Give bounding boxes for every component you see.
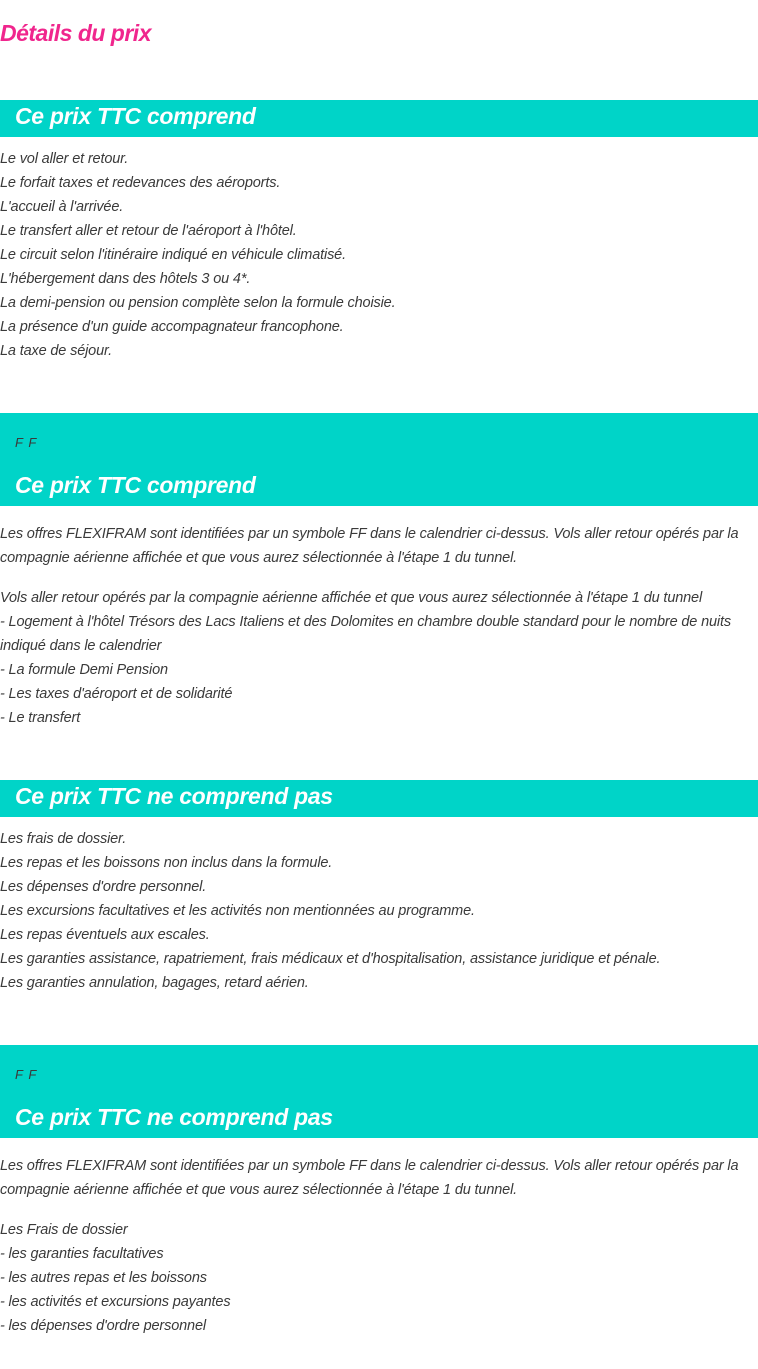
- ff-intro-text: Les offres FLEXIFRAM sont identifiées par un symbole FF dans le calendrier ci-dessus. Vols aller retour opérés par la compagnie aérienne affichée et que vous aurez sélectionnée à l'étape 1 du tunnel.: [0, 526, 739, 566]
- list-item: - Les taxes d'aéroport et de solidarité: [0, 686, 233, 702]
- list-item: Les garanties annulation, bagages, retard aérien.: [0, 975, 309, 991]
- includes-list: [0, 147, 748, 363]
- list-item: - La formule Demi Pension: [0, 662, 168, 678]
- list-item: Le vol aller et retour.: [0, 151, 129, 167]
- list-item: Les repas éventuels aux escales.: [0, 927, 210, 943]
- list-item: - les autres repas et les boissons: [0, 1270, 207, 1286]
- list-item: Les frais de dossier.: [0, 831, 127, 847]
- list-item: Vols aller retour opérés par la compagnie aérienne affichée et que vous aurez sélectionnée à l'étape 1 du tunnel: [0, 590, 703, 606]
- list-item: La demi-pension ou pension complète selon la formule choisie.: [0, 295, 396, 311]
- list-item: - Logement à l'hôtel Trésors des Lacs Italiens et des Dolomites en chambre double standard pour le nombre de nuits indiqué dans le calendrier: [0, 614, 731, 654]
- list-item: Les dépenses d'ordre personnel.: [0, 879, 207, 895]
- list-item: Les Frais de dossier: [0, 1222, 128, 1238]
- list-item: Le circuit selon l'itinéraire indiqué en véhicule climatisé.: [0, 247, 346, 263]
- list-item: Les garanties assistance, rapatriement, frais médicaux et d'hospitalisation, assistance juridique et pénale.: [0, 951, 661, 967]
- list-item: - Le transfert: [0, 710, 81, 726]
- ff-badge: F F: [15, 435, 38, 450]
- list-item: La présence d'un guide accompagnateur francophone.: [0, 319, 344, 335]
- ff-badge: F F: [15, 1067, 38, 1082]
- section-header-ff-includes: [0, 413, 758, 506]
- excludes-list: [0, 827, 748, 995]
- section-header-excludes: [0, 780, 758, 817]
- list-item: - les activités et excursions payantes: [0, 1294, 231, 1310]
- section-title: Ce prix TTC comprend: [15, 103, 256, 129]
- ff-includes-list: [0, 586, 748, 730]
- section-title: Ce prix TTC ne comprend pas: [15, 1104, 333, 1130]
- ff-excludes-list: [0, 1218, 748, 1338]
- list-item: Les repas et les boissons non inclus dans la formule.: [0, 855, 333, 871]
- ff-intro-text: Les offres FLEXIFRAM sont identifiées par un symbole FF dans le calendrier ci-dessus. Vols aller retour opérés par la compagnie aérienne affichée et que vous aurez sélectionnée à l'étape 1 du tunnel.: [0, 1158, 739, 1198]
- section-header-ff-excludes: [0, 1045, 758, 1138]
- section-title: Ce prix TTC comprend: [15, 472, 256, 498]
- list-item: Le forfait taxes et redevances des aéroports.: [0, 175, 281, 191]
- section-header-includes: [0, 100, 758, 137]
- list-item: La taxe de séjour.: [0, 343, 113, 359]
- list-item: - les dépenses d'ordre personnel: [0, 1318, 206, 1334]
- list-item: - les garanties facultatives: [0, 1246, 164, 1262]
- list-item: Les excursions facultatives et les activités non mentionnées au programme.: [0, 903, 475, 919]
- list-item: L'hébergement dans des hôtels 3 ou 4*.: [0, 271, 251, 287]
- list-item: Le transfert aller et retour de l'aéroport à l'hôtel.: [0, 223, 297, 239]
- list-item: L'accueil à l'arrivée.: [0, 199, 124, 215]
- page-title: Détails du prix: [0, 20, 151, 46]
- section-title: Ce prix TTC ne comprend pas: [15, 783, 333, 809]
